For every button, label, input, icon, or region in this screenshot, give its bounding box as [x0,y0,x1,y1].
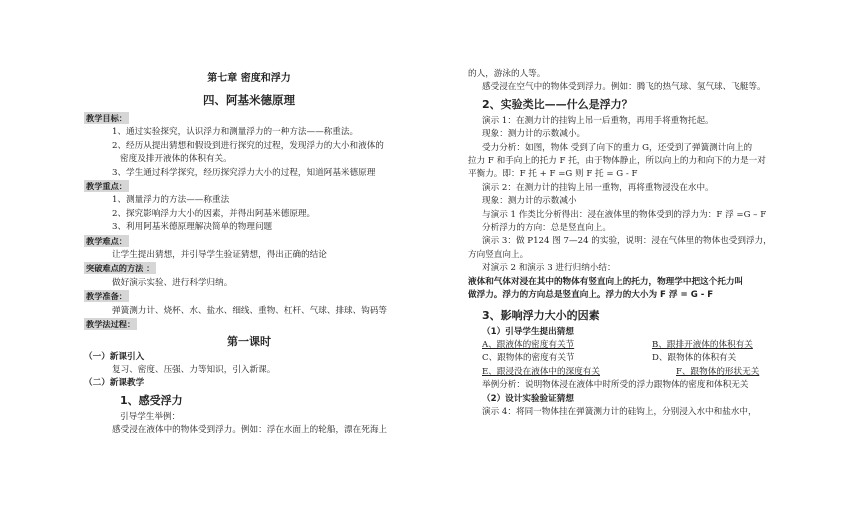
prep-text: 弹簧测力计、烧杯、水、盐水、细线、重物、杠杆、气球、排球、钩码等 [112,305,388,316]
continued-line: 的人，游泳的人等。 [468,69,546,79]
process-label: 教学法过程： [86,319,136,330]
analysis-line: 受力分析：如图，物体 受到了向下的重力 G，还受到了弹簧测计向上的 [482,142,753,153]
demo3-text-cont: 方向竖直向上。 [468,249,529,260]
guess-item: C、跟物体的密度有关节 [482,353,575,364]
objective-item: 3、学生通过科学探究，经历探究浮力大小的过程，知道阿基米德原理 [112,167,376,178]
demo1-text: 演示 1：在测力计的挂钩上吊一后重物，再用手将重物托起。 [482,115,714,126]
objectives-label: 教学目标： [86,113,127,123]
difficulty-text: 做好演示实验、进行科学归纳。 [112,277,233,288]
objective-item: 2、经历从提出猜想和假设到进行探究的过程，发现浮力的大小和液体的 [112,140,384,151]
difficulty-label: 突破难点的方法 ： [86,263,155,274]
conclusion-line: 液体和气体对浸在其中的物体有竖直向上的托力，物理学中把这个托力叫 [468,276,744,287]
sub-heading-hypothesis: （1）引导学生提出猜想 [482,326,574,337]
guess-item: E、跟浸没在液体中的深度有关 [482,366,600,377]
guess-item: D、跟物体的体积有关 [652,353,737,364]
left-column [84,72,414,438]
method-label: 教学难点： [86,235,127,246]
keypoint-item: 1、测量浮力的方法——称重法 [112,195,230,206]
right-column [468,68,798,419]
keypoint-item: 2、探究影响浮力大小的因素，并得出阿基米德原理。 [112,208,316,219]
example-analysis-text: 举例分析：说明物体浸在液体中时所受的浮力跟物体的密度和体积无关 [482,380,749,391]
analysis-line: 拉力 F 和手向上的托力 F 托，由于物体静止，所以向上的力和向下的力是一对 [468,156,766,167]
heading-what-is-buoyancy: 2、实验类比——什么是浮力？ [482,97,633,111]
guess-item: F、跟物体的形状无关 [676,366,760,377]
guess-item: A、跟液体的密度有关节 [482,339,575,350]
direction-text: 分析浮力的方向：总是竖直向上。 [482,223,611,234]
keypoints-label: 教学重点： [86,181,127,192]
heading-buoyancy-factors: 3、影响浮力大小的因素 [482,308,600,322]
lesson-title: 第一课时 [227,334,271,348]
summary-text: 对演示 2 和演示 3 进行归纳小结： [482,263,616,274]
heading-feel-buoyancy: 1、感受浮力 [120,393,183,407]
prep-label: 教学准备： [86,291,127,302]
section-title: 四、阿基米德原理 [203,93,295,107]
analysis-line: 平衡力。即：F 托 + F =G 则 F 托 = G - F [468,169,638,180]
chapter-title: 第七章 密度和浮力 [207,73,291,84]
part1-text: 复习、密度、压强、力等知识，引入新课。 [112,364,276,375]
demo3-text: 演示 3：做 P124 图 7—24 的实验，说明：浸在气体里的物体也受到浮力， [482,236,772,247]
objective-item: 1、通过实验探究，认识浮力和测量浮力的一种方法——称重法。 [112,127,359,138]
keypoint-item: 3、利用阿基米德原理解决简单的物理问题 [112,222,273,233]
phenomenon1-text: 现象：测力计的示数减小。 [482,129,586,140]
compare-text: 与演示 1 作类比分析得出：浸在液体里的物体受到的浮力为：F 浮 =G – F [482,209,767,220]
phenomenon2-text: 现象：测力计的示数减小 [482,196,577,207]
example-line: 感受浸在液体中的物体受到浮力。例如：浮在水面上的轮船，漂在死海上 [112,425,388,436]
method-text: 让学生提出猜想，并引导学生验证猜想，得出正确的结论 [112,250,327,261]
conclusion-line: 做浮力。浮力的方向总是竖直向上。浮力的大小为 F 浮 = G - F [468,290,714,301]
demo4-text: 演示 4：将同一物体挂在弹簧测力计的硅钩上，分别浸入水中和盐水中， [482,406,757,417]
guess-row [468,352,798,365]
part1-heading: （一）新课引入 [84,351,145,362]
guess-item: B、跟排开液体的体积有关 [652,339,753,350]
guess-row [468,366,798,379]
demo2-text: 演示 2：在测力计的挂钩上吊一重物，再将重物浸没在水中。 [482,182,714,193]
air-buoyancy-line: 感受浸在空气中的物体受到浮力。例如：腾飞的热气球、氢气球、飞艇等。 [482,82,766,93]
objective-item: 密度及排开液体的体积有关。 [120,154,232,165]
guide-text: 引导学生举例： [120,411,181,422]
sub-heading-experiment: （2）设计实验验证猜想 [482,393,574,404]
part2-heading: （二）新课教学 [84,378,145,389]
guess-row [468,339,798,352]
